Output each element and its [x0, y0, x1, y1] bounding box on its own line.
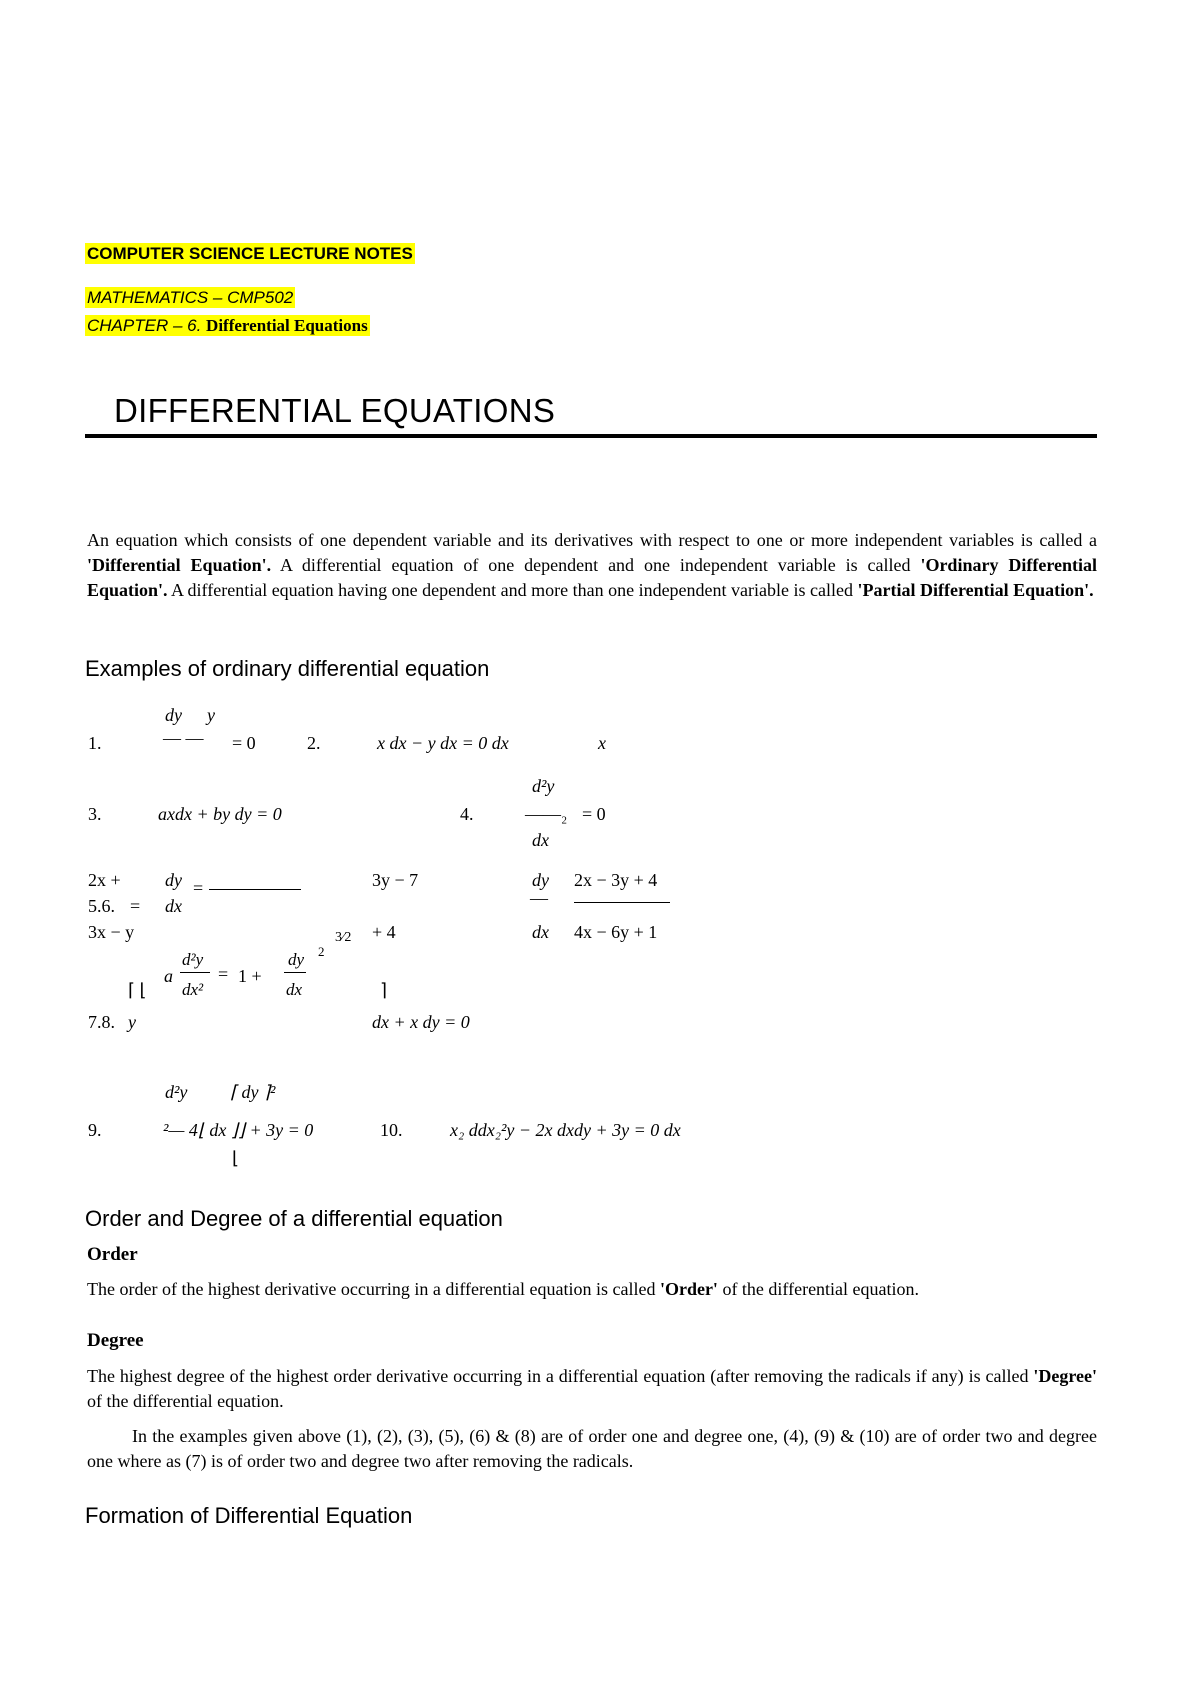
ex7-a: a	[164, 966, 173, 986]
order-degree-heading: Order and Degree of a differential equation	[85, 1206, 503, 1231]
ex1-fraction-bars: — —	[163, 728, 204, 748]
intro-text-3: A differential equation having one dependent and more than one independent variable is called	[167, 580, 858, 600]
ex7-inner-dx: dx	[286, 980, 303, 999]
ex4-fraction-bar: ——₂	[525, 804, 568, 824]
intro-text-2: A differential equation of one dependent and one independent variable is called	[271, 555, 921, 575]
course-title-text: COMPUTER SCIENCE LECTURE NOTES	[87, 244, 413, 263]
subject-line	[85, 288, 295, 308]
ex5-fraction-bar	[209, 889, 301, 890]
examples-heading: Examples of ordinary differential equation	[85, 656, 490, 681]
ex5-equals: =	[193, 878, 204, 898]
ex4-denominator: dx	[532, 830, 549, 850]
ex6-dx: dx	[532, 922, 549, 942]
title-underline	[85, 434, 1097, 438]
ex3-equation: axdx + by dy = 0	[158, 804, 282, 824]
degree-heading: Degree	[87, 1330, 144, 1351]
order-heading: Order	[87, 1244, 138, 1265]
intro-term-pde: 'Partial Differential Equation'.	[857, 580, 1094, 600]
ex7-denominator: dx²	[182, 980, 204, 999]
ex10-number: 10.	[380, 1120, 403, 1140]
order-term: 'Order'	[659, 1279, 718, 1299]
ex1-rhs: = 0	[232, 733, 256, 753]
ex5-term-a: 2x +	[88, 870, 121, 890]
ex1-numerator-dy: dy	[165, 705, 182, 725]
ex6-numerator: 2x − 3y + 4	[574, 870, 658, 890]
ex6-dy: dy	[532, 870, 549, 890]
ex7-exponent-3-2: 3⁄2	[335, 930, 352, 945]
ex6-bar: —	[530, 888, 548, 908]
ex2-tail: x	[598, 733, 606, 753]
chapter-prefix: CHAPTER – 6.	[87, 316, 202, 335]
ex10-equation: x₂ ddx₂²y − 2x dxdy + 3y = 0 dx	[450, 1120, 681, 1140]
ex7-fraction-bar	[180, 972, 210, 973]
ex6-fraction-bar	[574, 902, 670, 903]
page-title: DIFFERENTIAL EQUATIONS	[114, 392, 556, 429]
ex4-number: 4.	[460, 804, 474, 824]
ex4-numerator: d²y	[532, 776, 555, 796]
ex9-paren-bottom: ⌊	[232, 1148, 240, 1168]
order-paragraph	[87, 1277, 1097, 1302]
ex56-number: 5.6.	[88, 896, 115, 916]
order-text-1: The order of the highest derivative occurring in a differential equation is called	[87, 1279, 660, 1299]
degree-text-1: The highest degree of the highest order derivative occurring in a differential equation (after removing the radicals if any) is called	[87, 1366, 1034, 1386]
ex5-denominator-left: 3x − y	[88, 922, 135, 942]
ex7-numerator: d²y	[182, 950, 204, 969]
ex5-equals-2: =	[130, 896, 141, 916]
ex7-bracket: ⌈ ⌊	[128, 980, 147, 1000]
intro-term-ode: 'Ordinary Differential Equation'.	[87, 555, 1097, 600]
course-title	[85, 244, 415, 264]
ex2-number: 2.	[307, 733, 321, 753]
ex1-number: 1.	[88, 733, 102, 753]
ex3-number: 3.	[88, 804, 102, 824]
intro-text-1: An equation which consists of one dependent variable and its derivatives with respect to one or more independent variables is called a	[87, 530, 1097, 550]
ex1-numerator-y: y	[207, 705, 215, 725]
ex8-bracket: ⌉	[380, 980, 388, 1000]
ex9-number: 9.	[88, 1120, 102, 1140]
ex6-denominator: 4x − 6y + 1	[574, 922, 658, 942]
degree-term: 'Degree'	[1033, 1366, 1097, 1386]
ex9-equation: ²— 4⌊ dx ⌋⌋ + 3y = 0	[163, 1120, 314, 1140]
ex2-equation: x dx − y dx = 0 dx	[377, 733, 509, 753]
intro-term-de: 'Differential Equation'.	[87, 555, 272, 575]
ex5-denominator-right: + 4	[372, 922, 396, 942]
ex7-exponent-2: 2	[318, 944, 325, 959]
ex7-equals: =	[218, 964, 229, 984]
ex5-dx: dx	[165, 896, 182, 916]
chapter-line	[85, 316, 370, 336]
ex9-numerator: d²y	[165, 1082, 188, 1102]
ex5-numerator: 3y − 7	[372, 870, 419, 890]
chapter-name: Differential Equations	[206, 316, 368, 335]
degree-examples-paragraph: In the examples given above (1), (2), (3), (5), (6) & (8) are of order one and degree one, (4), (9) & (10) are of order two and degree one where as (7) is of order two and degree two after removing the radicals.	[87, 1426, 1097, 1471]
degree-text-2: of the differential equation.	[87, 1391, 284, 1411]
degree-paragraph	[87, 1364, 1097, 1414]
ex4-rhs: = 0	[582, 804, 606, 824]
subject-text: MATHEMATICS – CMP502	[87, 288, 294, 307]
order-text-2: of the differential equation.	[717, 1279, 920, 1299]
ex5-dy: dy	[165, 870, 182, 890]
ex8-equation: dx + x dy = 0	[372, 1012, 470, 1032]
ex7-y: y	[128, 1012, 136, 1032]
formation-heading: Formation of Differential Equation	[85, 1503, 413, 1528]
ex7-inner-dy: dy	[288, 950, 305, 969]
ex9-paren-top: ⌈ dy ⌉²	[230, 1082, 276, 1102]
intro-paragraph	[87, 528, 1097, 603]
ex7-inner-bar	[284, 972, 306, 973]
ex7-one-plus: 1 +	[238, 966, 262, 986]
ex78-number: 7.8.	[88, 1012, 115, 1032]
